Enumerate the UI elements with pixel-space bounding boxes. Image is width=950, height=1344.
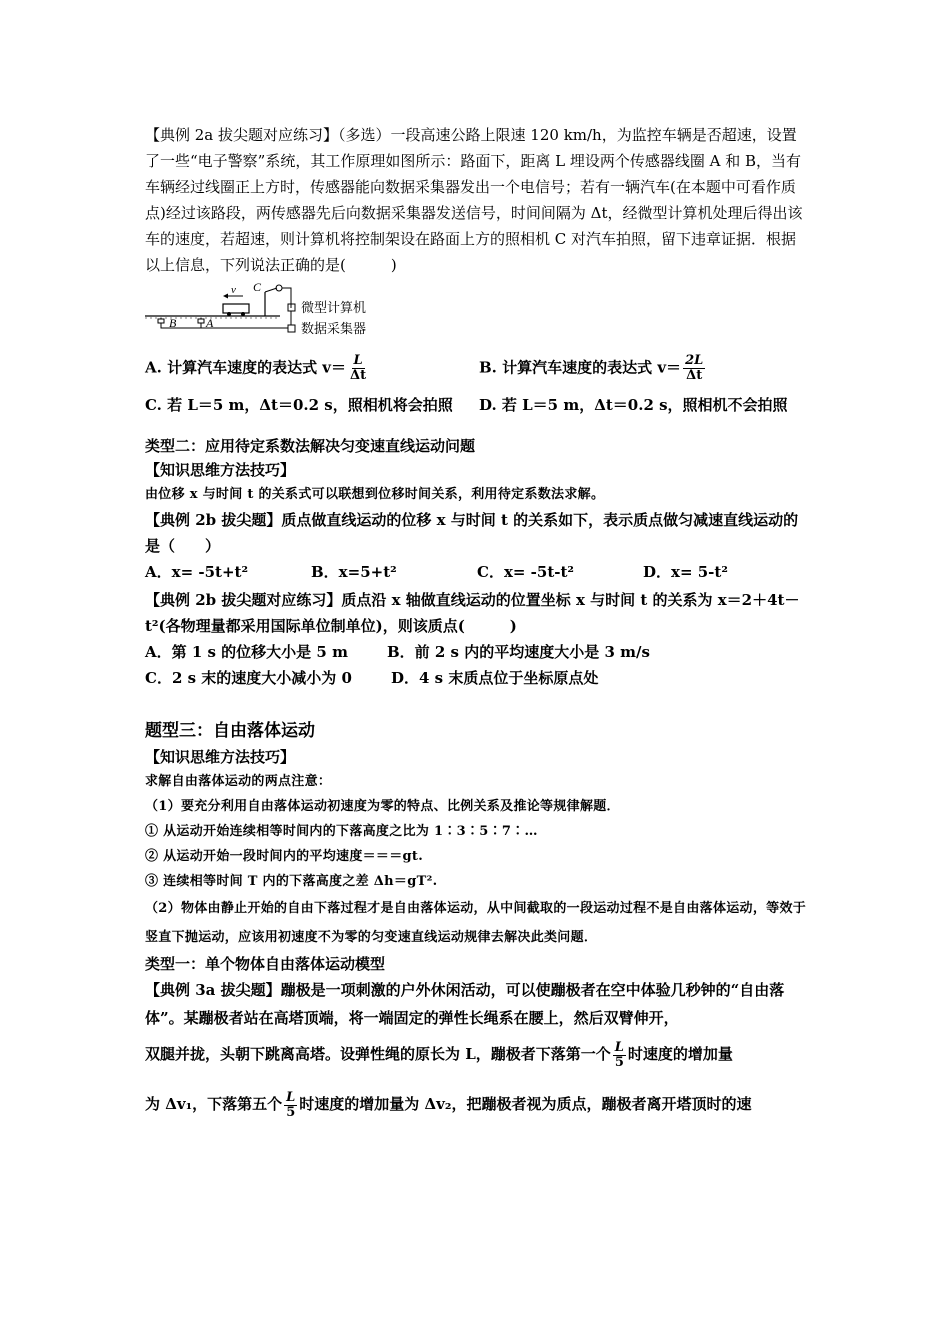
- topic3-intro: 求解自由落体运动的两点注意：: [145, 774, 332, 789]
- computer-label: 微型计算机: [301, 301, 367, 316]
- topic3-item3: ③ 连续相等时间 T 内的下落高度之差 Δh＝gT².: [145, 874, 438, 889]
- example-2b: 【典例 2b 拔尖题】质点做直线运动的位移 x 与时间 t 的关系如下，表示质点做匀减速直线运动的是（ ）: [145, 511, 799, 555]
- practice-options-ab: [145, 639, 810, 665]
- coil-a-label: A: [206, 316, 214, 330]
- option-d: D. 若 L＝5 m，Δt＝0.2 s，照相机不会拍照: [479, 396, 788, 414]
- example-3a-line3: 为 Δv₁，下落第五个 $\frac{L}{5}$ 时速度的增加量为 Δv₂，把蹦极者视为质点，蹦极者离开塔顶时的速: [145, 1089, 752, 1120]
- practice-option-a: A．第 1 s 的位移大小是 5 m: [145, 643, 348, 661]
- type2-tips-heading: 【知识思维方法技巧】: [145, 461, 296, 479]
- example-2b-option-c: C．x= -5t-t²: [477, 563, 574, 581]
- topic3-item1: ① 从运动开始连续相等时间内的下落高度之比为 1∶3∶5∶7∶…: [145, 824, 538, 839]
- example-3a-line1: 【典例 3a 拔尖题】蹦极是一项刺激的户外休闲活动，可以使蹦极者在空中体验几秒钟的“自由落体”。某蹦极者站在高塔顶端，将一端固定的弹性长绳系在腰上，然后双臂伸开，: [145, 981, 785, 1027]
- fraction-l-over-5-second: $\frac{L}{5}$: [286, 1089, 296, 1120]
- diagram-svg: [145, 282, 395, 344]
- options-cd-row: [145, 392, 810, 418]
- example-2b-option-d: D．x= 5-t²: [643, 563, 728, 581]
- collector-label: 数据采集器: [301, 322, 367, 337]
- option-b: [479, 354, 707, 383]
- practice-option-b: B．前 2 s 内的平均速度大小是 3 m/s: [387, 643, 650, 661]
- type2-heading: 类型二：应用待定系数法解决匀变速直线运动问题: [145, 437, 476, 455]
- example-2b-option-b: B．x=5+t²: [311, 563, 397, 581]
- example-2b-options: [145, 559, 810, 585]
- topic3-tips-heading: 【知识思维方法技巧】: [145, 748, 296, 766]
- option-a: [145, 354, 479, 383]
- options-ab-row: [145, 348, 810, 388]
- topic3-type1-heading: 类型一：单个物体自由落体运动模型: [145, 955, 386, 973]
- option-a-fraction: $\frac{L}{\Delta t}$: [350, 352, 367, 383]
- example-2b-practice: 【典例 2b 拔尖题对应练习】质点沿 x 轴做直线运动的位置坐标 x 与时间 t 的关系为 x＝2＋4t－t²(各物理量都采用国际单位制单位)，则该质点( ): [145, 591, 800, 635]
- fraction-l-over-5: $\frac{L}{5}$: [614, 1039, 624, 1070]
- topic3-point2: （2）物体由静止开始的自由下落过程才是自由落体运动，从中间截取的一段运动过程不是自由落体运动，等效于竖直下抛运动，应该用初速度不为零的匀变速直线运动规律去解决此类问题．: [145, 901, 807, 945]
- option-a-text: A. 计算汽车速度的表达式 v＝: [145, 358, 347, 376]
- practice-option-c: C．2 s 末的速度大小减小为 0: [145, 669, 352, 687]
- car-shape: [223, 304, 249, 313]
- type2-tips: 由位移 x 与时间 t 的关系式可以联想到位移时间关系，利用待定系数法求解。: [145, 487, 605, 502]
- option-b-text: B. 计算汽车速度的表达式 v＝: [479, 358, 682, 376]
- speed-camera-diagram: [145, 282, 395, 344]
- example-2b-option-a: A．x= -5t+t²: [145, 563, 249, 581]
- example-2a-paragraph: 【典例 2a 拔尖题对应练习】（多选）一段高速公路上限速 120 km/h，为监控车辆是否超速，设置了一些“电子警察”系统，其工作原理如图所示：路面下，距离 L 埋设两个传感器线圈 A 和 B，当有车辆经过线圈正上方时，传感器能向数据采集器发出一个电信号；若有一辆汽车(在本题中可看作质点)经过该路段，两传感器先后向数据采集器发送信号，时间间隔为 Δt，经微型计算机处理后得出该车的速度，若超速，则计算机将控制架设在路面上方的照相机 C 对汽车拍照，留下违章证据．根据以上信息，下列说法正确的是( ): [145, 126, 803, 274]
- practice-options-cd: [145, 665, 810, 691]
- practice-option-d: D．4 s 末质点位于坐标原点处: [391, 669, 599, 687]
- topic3-heading: 题型三：自由落体运动: [145, 721, 315, 741]
- camera-c-label: C: [253, 282, 262, 294]
- velocity-label: v: [231, 284, 236, 296]
- example-3a-line2: 双腿并拢，头朝下跳离高塔。设弹性绳的原长为 L，蹦极者下落第一个 $\frac{L}{5}$ 时速度的增加量: [145, 1039, 733, 1070]
- topic3-item2: ② 从运动开始一段时间内的平均速度＝＝＝gt.: [145, 849, 424, 864]
- topic3-point1: （1）要充分利用自由落体运动初速度为零的特点、比例关系及推论等规律解题．: [145, 799, 620, 814]
- option-c: C. 若 L＝5 m，Δt＝0.2 s，照相机将会拍照: [145, 396, 453, 414]
- document-page: [145, 122, 810, 1132]
- option-b-fraction: $\frac{2L}{\Delta t}$: [685, 352, 704, 383]
- coil-b-label: B: [169, 316, 177, 330]
